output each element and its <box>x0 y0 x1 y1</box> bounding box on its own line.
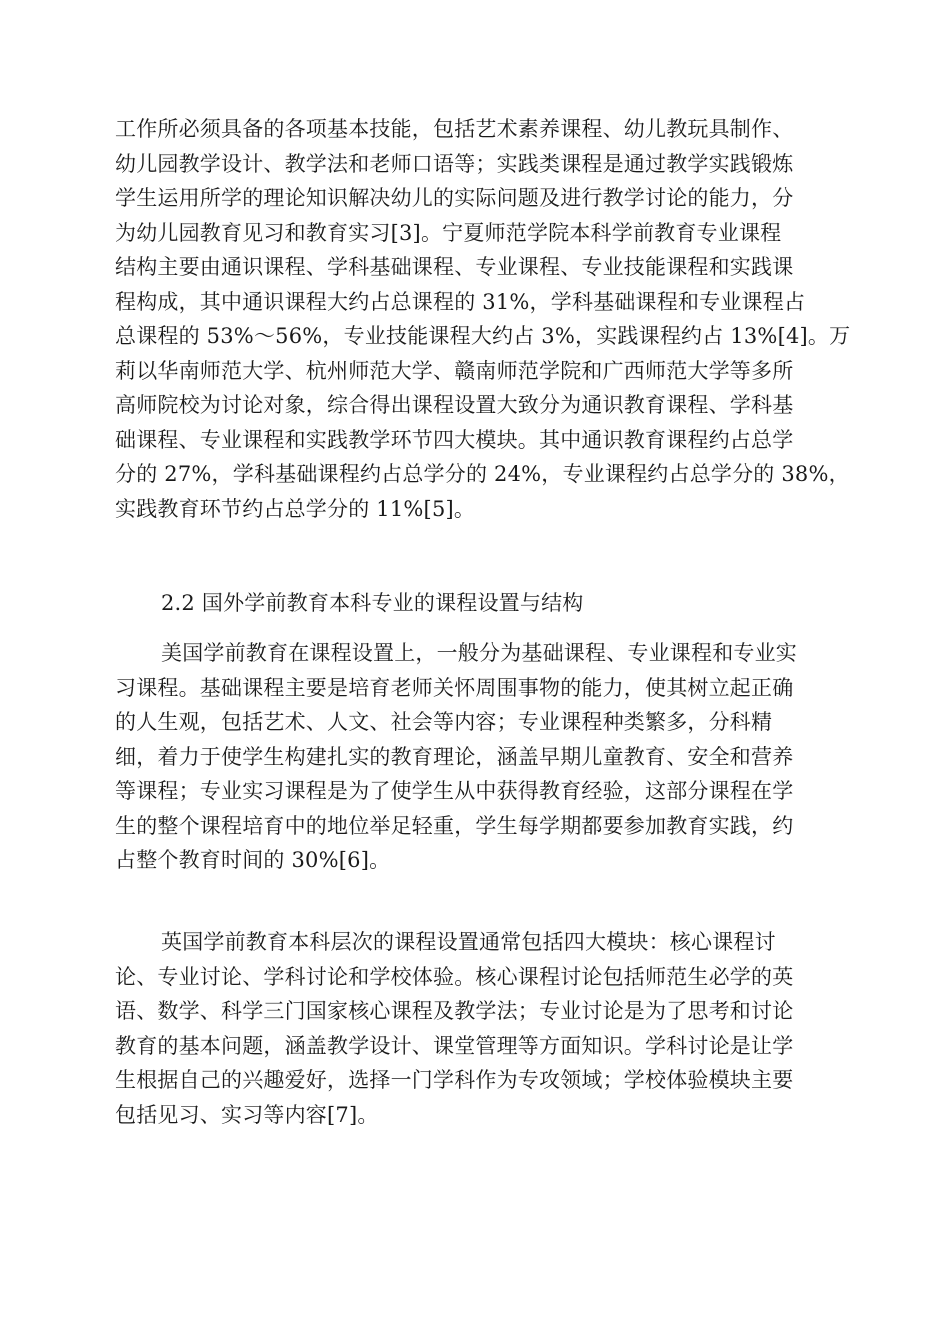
paragraph-uk-curriculum <box>115 925 835 1132</box>
paragraph-line: 结构主要由通识课程、学科基础课程、专业课程、专业技能课程和实践课 <box>115 255 794 279</box>
paragraph-line: 习课程。基础课程主要是培育老师关怀周围事物的能力，使其树立起正确 <box>115 675 794 700</box>
paragraph-line: 生的整个课程培育中的地位举足轻重，学生每学期都要参加教育实践，约 <box>115 813 794 838</box>
paragraph-line: 工作所必须具备的各项基本技能，包括艺术素养课程、幼儿教玩具制作、 <box>115 117 794 141</box>
section-heading: 2.2 国外学前教育本科专业的课程设置与结构 <box>161 591 584 615</box>
paragraph-line: 程构成，其中通识课程大约占总课程的 31%，学科基础课程和专业课程占 <box>115 289 806 314</box>
paragraph-line: 占整个教育时间的 30%[6]。 <box>115 848 391 872</box>
paragraph-line: 等课程；专业实习课程是为了使学生从中获得教育经验，这部分课程在学 <box>115 779 794 803</box>
paragraph-domestic-curriculum <box>115 112 851 526</box>
paragraph-line: 细，着力于使学生构建扎实的教育理论，涵盖早期儿童教育、安全和营养 <box>115 744 794 769</box>
paragraph-line: 础课程、专业课程和实践教学环节四大模块。其中通识教育课程约占总学 <box>115 427 794 452</box>
paragraph-line: 的人生观，包括艺术、人文、社会等内容；专业课程种类繁多，分科精 <box>115 710 773 734</box>
paragraph-line: 语、数学、科学三门国家核心课程及教学法；专业讨论是为了思考和讨论 <box>115 999 794 1023</box>
paragraph-line: 总课程的 53%～56%，专业技能课程大约占 3%，实践课程约占 13%[4]。万 <box>115 324 851 348</box>
paragraph-line: 莉以华南师范大学、杭州师范大学、赣南师范学院和广西师范大学等多所 <box>115 358 794 383</box>
paragraph-line: 美国学前教育在课程设置上，一般分为基础课程、专业课程和专业实 <box>161 641 797 665</box>
paragraph-line: 教育的基本问题，涵盖教学设计、课堂管理等方面知识。学科讨论是让学 <box>115 1033 794 1058</box>
paragraph-line: 为幼儿园教育见习和教育实习[3]。宁夏师范学院本科学前教育专业课程 <box>115 220 782 245</box>
paragraph-line: 论、专业讨论、学科讨论和学校体验。核心课程讨论包括师范生必学的英 <box>115 964 794 989</box>
paragraph-line: 学生运用所学的理论知识解决幼儿的实际问题及进行教学讨论的能力，分 <box>115 186 794 210</box>
paragraph-line: 高师院校为讨论对象，综合得出课程设置大致分为通识教育课程、学科基 <box>115 393 794 417</box>
paragraph-line: 英国学前教育本科层次的课程设置通常包括四大模块：核心课程讨 <box>161 930 776 954</box>
paragraph-line: 包括见习、实习等内容[7]。 <box>115 1102 379 1127</box>
paragraph-line: 生根据自己的兴趣爱好，选择一门学科作为专攻领域；学校体验模块主要 <box>115 1068 794 1092</box>
paragraph-line: 分的 27%，学科基础课程约占总学分的 24%，专业课程约占总学分的 38%， <box>115 462 850 486</box>
paragraph-line: 实践教育环节约占总学分的 11%[5]。 <box>115 496 476 521</box>
paragraph-line: 幼儿园教学设计、教学法和老师口语等；实践类课程是通过教学实践锻炼 <box>115 151 794 176</box>
section-heading-block <box>115 586 835 621</box>
paragraph-us-curriculum <box>115 636 835 878</box>
